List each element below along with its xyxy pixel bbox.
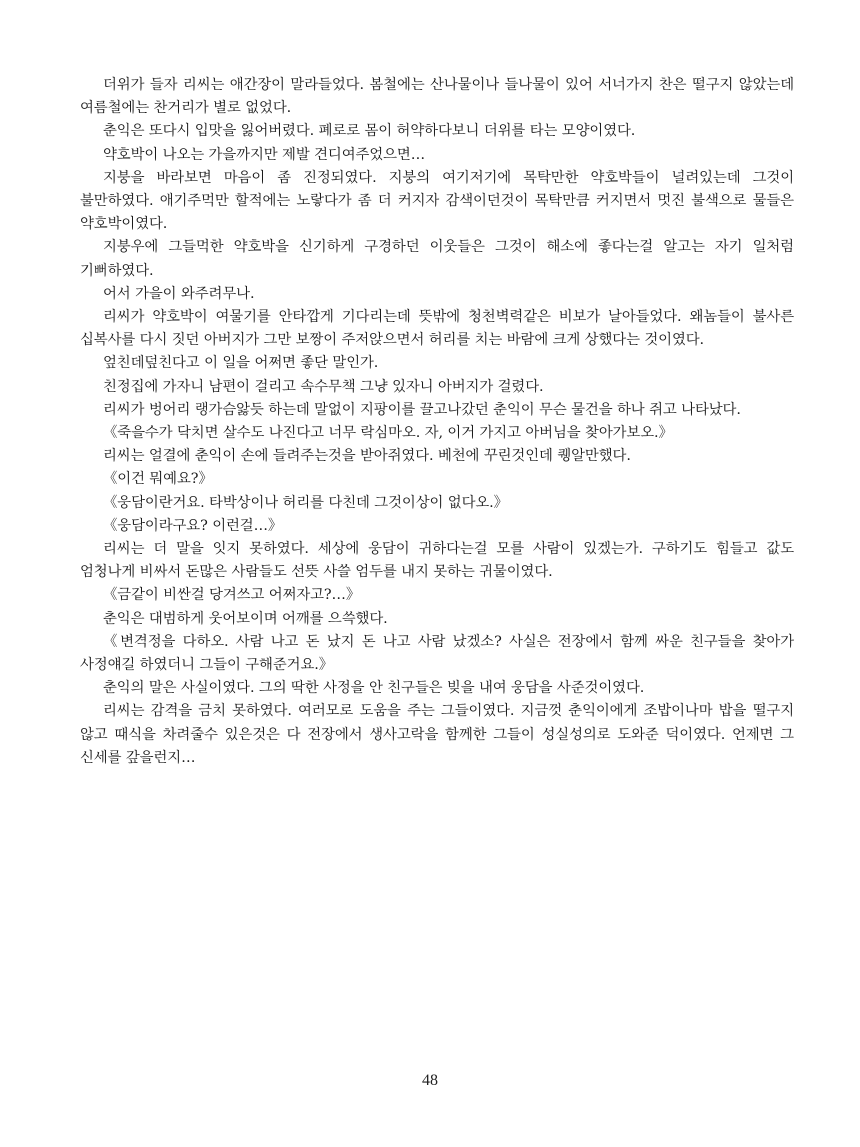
paragraph: 약호박이 나오는 가을까지만 제발 견디여주었으면… <box>103 146 426 163</box>
paragraph: 리씨는 얼결에 춘익이 손에 들려주는것을 받아쥐였다. 베천에 꾸린것인데 퀭알만했다. <box>103 448 631 465</box>
paragraph: 리씨는 감격을 금치 못하였다. 여러모로 도움을 주는 그들이였다. 지금껏 춘익이에게 조밥이나마 밥을 떨구지 않고 때식을 차려줄수 있은것은 다 전장에서 생사고락을 함께한 그들이 성실성의로 도와준 덕이였다. 언제면 그 신세를 갚을런지… <box>80 703 794 766</box>
paragraph: 춘익의 말은 사실이였다. 그의 딱한 사정을 안 친구들은 빚을 내여 웅담을 사준것이였다. <box>103 680 645 697</box>
dialogue-paragraph: 《웅담이란거요. 타박상이나 허리를 다친데 그것이상이 없다오.》 <box>103 494 508 511</box>
paragraph: 리씨가 벙어리 랭가슴앓듯 하는데 말없이 지팡이를 끌고나갔던 춘익이 무슨 물건을 하나 쥐고 나타났다. <box>103 401 741 418</box>
paragraph: 춘익은 또다시 입맛을 잃어버렸다. 폐로로 몸이 허약하다보니 더위를 타는 모양이였다. <box>103 123 636 140</box>
paragraph: 리씨는 더 말을 잇지 못하였다. 세상에 웅담이 귀하다는걸 모를 사람이 있겠는가. 구하기도 힘들고 값도 엄청나게 비싸서 돈많은 사람들도 선뜻 사쓸 엄두를 내지 못하는 귀물이였다. <box>80 541 794 581</box>
paragraph: 더위가 들자 리씨는 애간장이 말라들었다. 봄철에는 산나물이나 들나물이 있어 서너가지 찬은 떨구지 않았는데 여름철에는 찬거리가 별로 없었다. <box>80 77 794 117</box>
dialogue-paragraph: 《웅담이라구요? 이런걸…》 <box>103 517 283 534</box>
paragraph: 지붕우에 그들먹한 약호박을 신기하게 구경하던 이웃들은 그것이 해소에 좋다는걸 알고는 자기 일처럼 기뻐하였다. <box>80 239 794 279</box>
dialogue-paragraph: 《변격정을 다하오. 사람 나고 돈 났지 돈 나고 사람 났겠소? 사실은 전장에서 함께 싸운 친구들을 찾아가 사정얘길 하였더니 그들이 구해준거요.》 <box>80 633 794 674</box>
dialogue-paragraph: 《이건 뭐예요?》 <box>103 471 213 488</box>
paragraph: 지붕을 바라보면 마음이 좀 진정되였다. 지붕의 여기저기에 목탁만한 약호박들이 널려있는데 그것이 불만하였다. 애기주먹만 할적에는 노랗다가 좀 더 커지자 감색이던것이 목탁만큼 커지면서 멋진 불색으로 물들은 약호박이였다. <box>80 169 794 233</box>
page-number: 48 <box>422 1072 438 1089</box>
dialogue-paragraph: 《죽을수가 닥치면 살수도 나진다고 너무 락심마오. 자, 이거 가지고 아버님을 찾아가보오.》 <box>103 425 673 442</box>
paragraph: 어서 가을이 와주려무나. <box>103 285 255 302</box>
paragraph: 리씨가 약호박이 여물기를 안타깝게 기다리는데 뜻밖에 청천벽력같은 비보가 날아들었다. 왜놈들이 불사른 십복사를 다시 짓던 아버지가 그만 보짱이 주저앉으면서 허리를 치는 바람에 크게 상했다는 것이였다. <box>80 309 794 349</box>
paragraph: 친정집에 가자니 남편이 걸리고 속수무책 그냥 있자니 아버지가 걸렸다. <box>103 378 544 395</box>
paragraph: 춘익은 대범하게 웃어보이며 어깨를 으쓱했다. <box>103 610 388 627</box>
paragraph: 엎친데덮친다고 이 일을 어쩌면 좋단 말인가. <box>103 355 379 372</box>
body-text <box>80 74 794 770</box>
dialogue-paragraph: 《금같이 비싼걸 당겨쓰고 어쩌자고?…》 <box>103 587 361 604</box>
